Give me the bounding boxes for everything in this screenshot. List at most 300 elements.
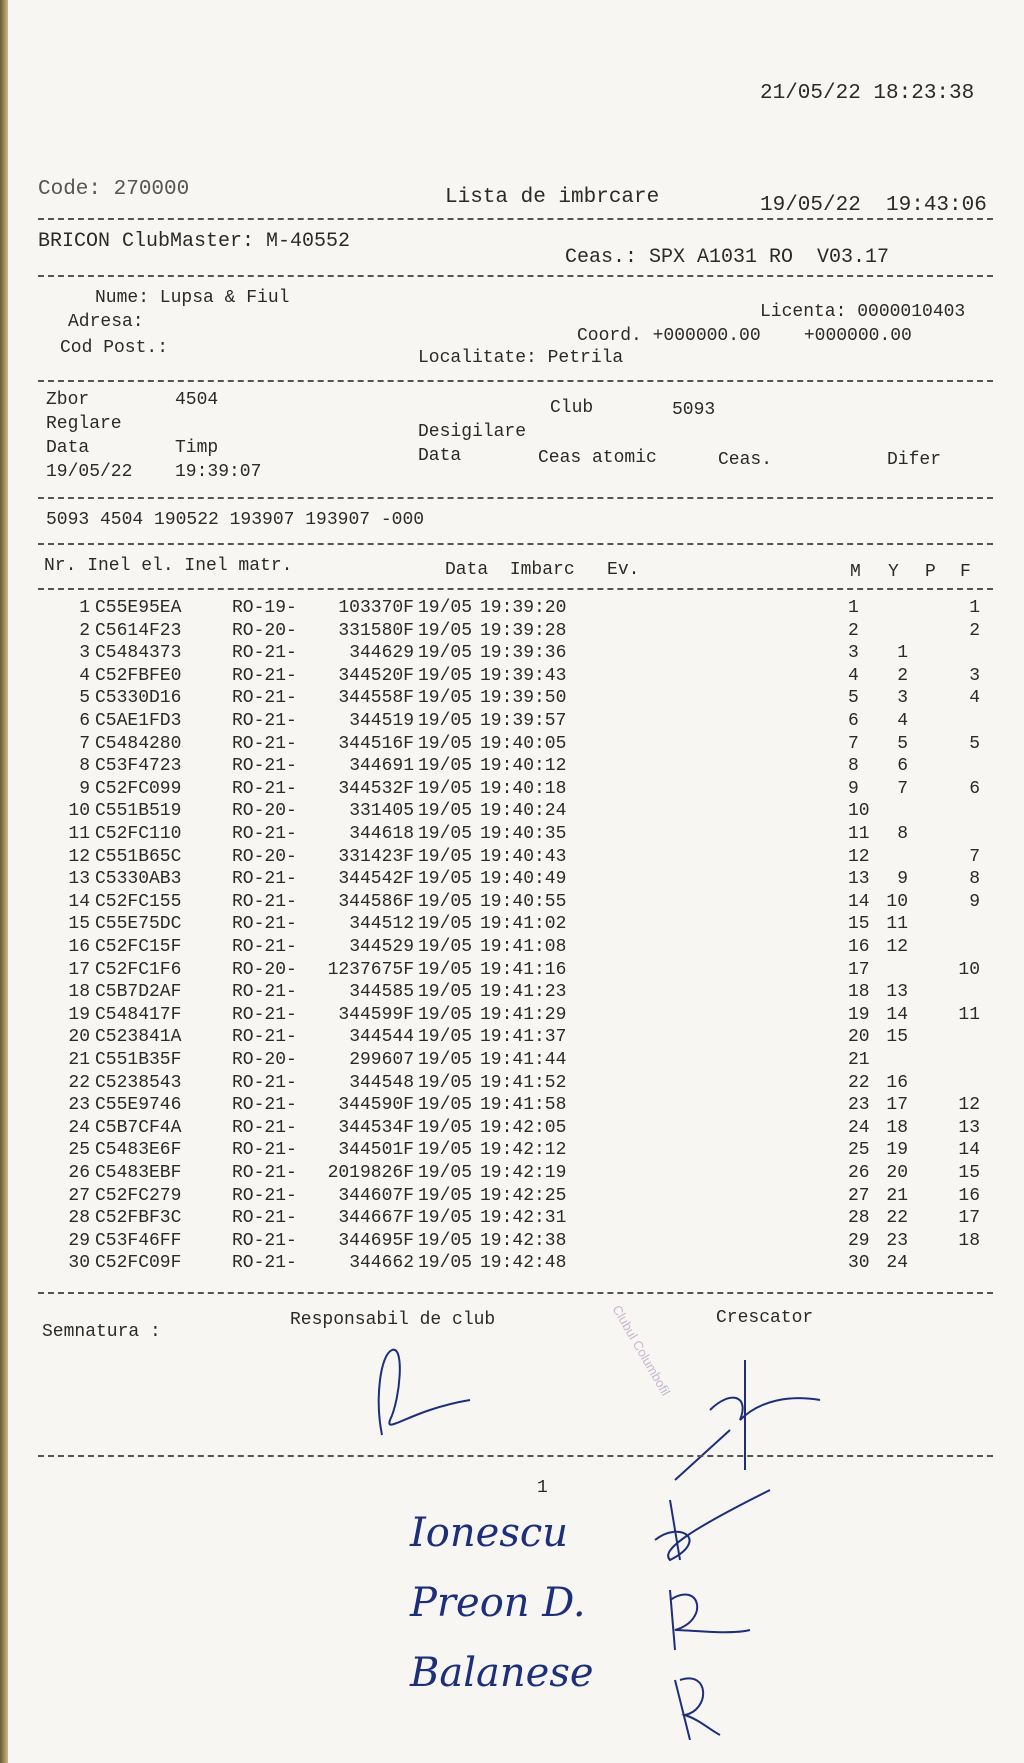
ring-prefix: RO-21- (232, 1163, 297, 1183)
divider (38, 218, 993, 220)
col-m: 14 (848, 891, 870, 912)
divider (38, 1455, 993, 1457)
des-data-label: Data (418, 446, 462, 466)
ring-number: 344599F (338, 1004, 414, 1025)
col-y: 20 (886, 1163, 908, 1183)
arrival-time: 19:40:49 (480, 869, 567, 890)
arrival-time: 19:41:16 (480, 959, 567, 980)
ring-number: 344544 (349, 1027, 414, 1048)
col-f: 8 (969, 869, 980, 890)
row-nr: 28 (68, 1208, 90, 1229)
table-row (40, 1095, 990, 1115)
ring-electronic: C52FC155 (95, 891, 182, 912)
ring-number: 331580F (338, 620, 414, 641)
arrival-date: 19/05 (418, 1140, 473, 1161)
ring-prefix: RO-21- (232, 688, 297, 709)
ring-prefix: RO-21- (232, 1027, 297, 1048)
ring-prefix: RO-21- (232, 1095, 297, 1116)
ring-electronic: C5B7CF4A (95, 1117, 182, 1138)
col-f: 11 (958, 1004, 980, 1025)
col-m: 25 (848, 1140, 870, 1161)
arrival-time: 19:39:50 (480, 688, 567, 709)
col-m: 2 (848, 620, 859, 641)
reglare-date: 19/05/22 (46, 462, 133, 482)
arrival-time: 19:40:05 (480, 733, 567, 754)
col-m: 18 (848, 982, 870, 1003)
col-f: 13 (958, 1117, 980, 1138)
document-datetime: 19/05/22 19:43:06 (760, 194, 987, 217)
arrival-date: 19/05 (418, 846, 473, 867)
club-value: 5093 (672, 400, 716, 420)
row-nr: 16 (68, 937, 90, 957)
handwritten-initials (650, 1480, 800, 1740)
ring-electronic: C52FC099 (95, 778, 182, 799)
arrival-time: 19:39:43 (480, 665, 567, 686)
ring-number: 344516F (338, 733, 414, 754)
col-m: 3 (848, 643, 859, 664)
reglare-time: 19:39:07 (175, 462, 262, 482)
row-nr: 22 (68, 1072, 90, 1093)
ring-electronic: C5484373 (95, 643, 182, 664)
ring-electronic: C52FC15F (95, 937, 182, 957)
table-header-mid: Data Imbarc Ev. (445, 560, 640, 580)
arrival-date: 19/05 (418, 1072, 473, 1093)
table-header-f: F (960, 562, 971, 582)
ring-electronic: C55E75DC (95, 914, 182, 935)
ring-prefix: RO-21- (232, 643, 297, 664)
breeder-signature (670, 1340, 830, 1490)
table-row (40, 643, 990, 663)
ring-prefix: RO-21- (232, 756, 297, 777)
ring-number: 344667F (338, 1208, 414, 1229)
col-y: 1 (897, 643, 908, 664)
table-row (40, 1073, 990, 1093)
row-nr: 7 (79, 733, 90, 754)
arrival-date: 19/05 (418, 756, 473, 777)
arrival-time: 19:40:43 (480, 846, 567, 867)
arrival-time: 19:41:02 (480, 914, 567, 935)
arrival-time: 19:40:24 (480, 801, 567, 822)
table-row (40, 960, 990, 980)
table-row (40, 937, 990, 957)
owner-coord: Coord. +000000.00 +000000.00 (577, 326, 912, 346)
table-row (40, 1027, 990, 1047)
col-m: 19 (848, 1004, 870, 1025)
ring-number: 331423F (338, 846, 414, 867)
col-m: 9 (848, 778, 859, 799)
row-nr: 1 (79, 598, 90, 618)
col-y: 24 (886, 1253, 908, 1274)
arrival-date: 19/05 (418, 1004, 473, 1025)
row-nr: 26 (68, 1163, 90, 1183)
arrival-date: 19/05 (418, 1050, 473, 1070)
ring-prefix: RO-21- (232, 1117, 297, 1138)
arrival-time: 19:42:25 (480, 1185, 567, 1206)
row-nr: 10 (68, 801, 90, 822)
col-y: 9 (897, 869, 908, 890)
ring-number: 344520F (338, 665, 414, 686)
ring-number: 344558F (338, 688, 414, 709)
ring-number: 344590F (338, 1095, 414, 1116)
arrival-time: 19:40:35 (480, 824, 567, 844)
row-nr: 5 (79, 688, 90, 709)
col-m: 29 (848, 1230, 870, 1251)
row-nr: 9 (79, 778, 90, 799)
ring-number: 344662 (349, 1253, 414, 1274)
col-m: 22 (848, 1072, 870, 1093)
row-nr: 25 (68, 1140, 90, 1161)
table-row (40, 711, 990, 731)
table-row (40, 1163, 990, 1183)
col-y: 2 (897, 665, 908, 686)
divider (38, 275, 993, 277)
row-nr: 11 (68, 824, 90, 844)
row-nr: 3 (79, 643, 90, 664)
ring-prefix: RO-21- (232, 869, 297, 890)
arrival-date: 19/05 (418, 1208, 473, 1229)
ring-electronic: C52FC110 (95, 824, 182, 844)
arrival-time: 19:41:58 (480, 1095, 567, 1116)
table-row (40, 779, 990, 799)
col-y: 23 (886, 1230, 908, 1251)
col-m: 10 (848, 801, 870, 822)
arrival-time: 19:42:38 (480, 1230, 567, 1251)
paper-edge (0, 0, 8, 1763)
ring-prefix: RO-21- (232, 1140, 297, 1161)
col-y: 4 (897, 711, 908, 731)
ring-number: 344629 (349, 643, 414, 664)
ring-prefix: RO-21- (232, 982, 297, 1003)
col-y: 19 (886, 1140, 908, 1161)
document-title: Lista de imbrcare (445, 186, 660, 209)
divider (38, 380, 993, 382)
arrival-date: 19/05 (418, 801, 473, 822)
col-y: 18 (886, 1117, 908, 1138)
divider (38, 497, 993, 499)
divider (38, 543, 993, 545)
col-f: 4 (969, 688, 980, 709)
page-number: 1 (537, 1478, 548, 1498)
ring-electronic: C523841A (95, 1027, 182, 1048)
club-label: Club (550, 398, 594, 418)
owner-name: Nume: Lupsa & Fiul (95, 288, 290, 308)
row-nr: 21 (68, 1050, 90, 1070)
zbor-value: 4504 (175, 390, 219, 410)
clubmaster: BRICON ClubMaster: M-40552 (38, 230, 351, 253)
col-m: 13 (848, 869, 870, 890)
col-f: 16 (958, 1185, 980, 1206)
ring-electronic: C5484280 (95, 733, 182, 754)
arrival-time: 19:39:57 (480, 711, 567, 731)
arrival-time: 19:42:31 (480, 1208, 567, 1229)
ring-prefix: RO-21- (232, 824, 297, 844)
arrival-time: 19:40:12 (480, 756, 567, 777)
ring-number: 344501F (338, 1140, 414, 1161)
table-row (40, 914, 990, 934)
handwritten-name-1: Ionescu (410, 1510, 569, 1556)
table-row (40, 756, 990, 776)
owner-license: Licenta: 0000010403 (760, 302, 966, 322)
col-f: 18 (958, 1230, 980, 1251)
signature-label: Semnatura : (42, 1322, 161, 1342)
ring-prefix: RO-21- (232, 1072, 297, 1093)
row-nr: 4 (79, 665, 90, 686)
table-row (40, 621, 990, 641)
ring-prefix: RO-21- (232, 711, 297, 731)
arrival-date: 19/05 (418, 937, 473, 957)
ring-number: 344519 (349, 711, 414, 731)
row-nr: 19 (68, 1004, 90, 1025)
col-m: 5 (848, 688, 859, 709)
ring-electronic: C5330D16 (95, 688, 182, 709)
ring-prefix: RO-20- (232, 801, 297, 822)
arrival-date: 19/05 (418, 1117, 473, 1138)
arrival-date: 19/05 (418, 688, 473, 709)
table-header-m: M (850, 562, 861, 582)
ring-electronic: C548417F (95, 1004, 182, 1025)
col-f: 14 (958, 1140, 980, 1161)
owner-address: Adresa: (68, 312, 144, 332)
arrival-time: 19:41:37 (480, 1027, 567, 1048)
arrival-date: 19/05 (418, 1230, 473, 1251)
col-f: 3 (969, 665, 980, 686)
difer-label: Difer (887, 450, 942, 470)
ring-number: 344529 (349, 937, 414, 957)
code: Code: 270000 (38, 178, 190, 201)
col-m: 4 (848, 665, 859, 686)
ring-number: 344618 (349, 824, 414, 844)
table-row (40, 1231, 990, 1251)
row-nr: 17 (68, 959, 90, 980)
col-y: 10 (886, 891, 908, 912)
col-f: 15 (958, 1163, 980, 1183)
arrival-date: 19/05 (418, 733, 473, 754)
divider (38, 1292, 993, 1294)
ring-prefix: RO-21- (232, 733, 297, 754)
arrival-time: 19:41:08 (480, 937, 567, 957)
col-y: 3 (897, 688, 908, 709)
owner-postcode: Cod Post.: (60, 338, 169, 358)
col-f: 6 (969, 778, 980, 799)
col-y: 8 (897, 824, 908, 844)
row-nr: 14 (68, 891, 90, 912)
col-m: 8 (848, 756, 859, 777)
col-y: 6 (897, 756, 908, 777)
row-nr: 15 (68, 914, 90, 935)
ring-prefix: RO-21- (232, 665, 297, 686)
ring-electronic: C53F4723 (95, 756, 182, 777)
row-nr: 27 (68, 1185, 90, 1206)
row-nr: 23 (68, 1095, 90, 1116)
col-m: 26 (848, 1163, 870, 1183)
ring-electronic: C551B65C (95, 846, 182, 867)
ring-number: 299607 (349, 1050, 414, 1070)
row-nr: 20 (68, 1027, 90, 1048)
arrival-time: 19:40:18 (480, 778, 567, 799)
ring-prefix: RO-21- (232, 1185, 297, 1206)
table-row (40, 892, 990, 912)
club-responsible-label: Responsabil de club (290, 1310, 496, 1330)
divider (38, 588, 993, 590)
ring-prefix: RO-21- (232, 1230, 297, 1251)
ring-prefix: RO-20- (232, 1050, 297, 1070)
col-f: 17 (958, 1208, 980, 1229)
arrival-time: 19:42:48 (480, 1253, 567, 1274)
timp-label: Timp (175, 438, 219, 458)
ring-number: 344542F (338, 869, 414, 890)
arrival-time: 19:39:20 (480, 598, 567, 618)
ring-electronic: C5614F23 (95, 620, 182, 641)
col-f: 9 (969, 891, 980, 912)
ring-prefix: RO-20- (232, 620, 297, 641)
ring-number: 344607F (338, 1185, 414, 1206)
ring-prefix: RO-21- (232, 1253, 297, 1274)
arrival-time: 19:39:28 (480, 620, 567, 641)
table-row (40, 1118, 990, 1138)
ring-electronic: C5483E6F (95, 1140, 182, 1161)
table-header-left: Nr. Inel el. Inel matr. (44, 556, 293, 576)
col-m: 27 (848, 1185, 870, 1206)
ring-electronic: C53F46FF (95, 1230, 182, 1251)
col-m: 15 (848, 914, 870, 935)
col-m: 24 (848, 1117, 870, 1138)
table-row (40, 1140, 990, 1160)
col-y: 12 (886, 937, 908, 957)
zbor-label: Zbor (46, 390, 90, 410)
arrival-date: 19/05 (418, 1163, 473, 1183)
ring-prefix: RO-21- (232, 891, 297, 912)
col-y: 5 (897, 733, 908, 754)
col-y: 11 (886, 914, 908, 935)
table-row (40, 1253, 990, 1273)
arrival-date: 19/05 (418, 1095, 473, 1116)
row-nr: 18 (68, 982, 90, 1003)
code-line: 5093 4504 190522 193907 193907 -000 (46, 510, 425, 530)
table-row (40, 982, 990, 1002)
breeder-label: Crescator (716, 1308, 814, 1328)
ring-prefix: RO-19- (232, 598, 297, 618)
row-nr: 13 (68, 869, 90, 890)
ring-electronic: C52FC09F (95, 1253, 182, 1274)
ring-number: 2019826F (327, 1163, 414, 1183)
col-m: 21 (848, 1050, 870, 1070)
row-nr: 12 (68, 846, 90, 867)
ring-prefix: RO-20- (232, 959, 297, 980)
col-m: 7 (848, 733, 859, 754)
ring-number: 344548 (349, 1072, 414, 1093)
arrival-date: 19/05 (418, 982, 473, 1003)
ring-electronic: C52FC279 (95, 1185, 182, 1206)
ring-number: 344695F (338, 1230, 414, 1251)
arrival-time: 19:42:12 (480, 1140, 567, 1161)
row-nr: 8 (79, 756, 90, 777)
table-row (40, 869, 990, 889)
col-m: 11 (848, 824, 870, 844)
ring-electronic: C5B7D2AF (95, 982, 182, 1003)
ring-number: 331405 (349, 801, 414, 822)
row-nr: 24 (68, 1117, 90, 1138)
col-m: 23 (848, 1095, 870, 1116)
table-row (40, 1050, 990, 1070)
arrival-date: 19/05 (418, 959, 473, 980)
ring-number: 344512 (349, 914, 414, 935)
col-m: 17 (848, 959, 870, 980)
ceas-label: Ceas. (718, 450, 773, 470)
table-row (40, 1186, 990, 1206)
table-row (40, 598, 990, 618)
col-y: 17 (886, 1095, 908, 1116)
owner-locality: Localitate: Petrila (418, 348, 624, 368)
arrival-date: 19/05 (418, 869, 473, 890)
handwritten-name-3: Balanese (410, 1650, 594, 1696)
desigilare-label: Desigilare (418, 422, 527, 442)
arrival-time: 19:42:05 (480, 1117, 567, 1138)
ring-number: 344532F (338, 778, 414, 799)
table-row (40, 1005, 990, 1025)
arrival-date: 19/05 (418, 824, 473, 844)
arrival-date: 19/05 (418, 778, 473, 799)
col-m: 30 (848, 1253, 870, 1274)
col-m: 20 (848, 1027, 870, 1048)
clock-info: Ceas.: SPX A1031 RO V03.17 (565, 246, 890, 269)
ring-electronic: C551B35F (95, 1050, 182, 1070)
table-row (40, 688, 990, 708)
arrival-time: 19:41:29 (480, 1004, 567, 1025)
ring-electronic: C52FBFE0 (95, 665, 182, 686)
reglare-label: Reglare (46, 414, 122, 434)
ring-prefix: RO-21- (232, 1004, 297, 1025)
ring-prefix: RO-20- (232, 846, 297, 867)
col-y: 22 (886, 1208, 908, 1229)
ring-electronic: C55E9746 (95, 1095, 182, 1116)
ring-number: 103370F (338, 598, 414, 618)
arrival-date: 19/05 (418, 891, 473, 912)
arrival-time: 19:42:19 (480, 1163, 567, 1183)
ring-number: 1237675F (327, 959, 414, 980)
ring-number: 344534F (338, 1117, 414, 1138)
arrival-date: 19/05 (418, 914, 473, 935)
arrival-date: 19/05 (418, 711, 473, 731)
arrival-date: 19/05 (418, 598, 473, 618)
col-f: 5 (969, 733, 980, 754)
ring-prefix: RO-21- (232, 914, 297, 935)
ring-electronic: C5AE1FD3 (95, 711, 182, 731)
print-stamp: 21/05/22 18:23:38 (760, 82, 975, 105)
row-nr: 30 (68, 1253, 90, 1274)
arrival-date: 19/05 (418, 620, 473, 641)
col-m: 6 (848, 711, 859, 731)
table-row (40, 734, 990, 754)
col-f: 1 (969, 598, 980, 618)
table-row (40, 847, 990, 867)
ring-prefix: RO-21- (232, 937, 297, 957)
arrival-time: 19:41:23 (480, 982, 567, 1003)
arrival-date: 19/05 (418, 1185, 473, 1206)
club-stamp: Clubul Columbofil (609, 1302, 674, 1399)
arrival-time: 19:41:52 (480, 1072, 567, 1093)
ring-prefix: RO-21- (232, 1208, 297, 1229)
row-nr: 6 (79, 711, 90, 731)
club-signature (370, 1340, 480, 1450)
table-row (40, 666, 990, 686)
col-m: 28 (848, 1208, 870, 1229)
col-f: 7 (969, 846, 980, 867)
table-header-y: Y (888, 562, 899, 582)
table-row (40, 801, 990, 821)
arrival-date: 19/05 (418, 1027, 473, 1048)
handwritten-name-2: Preon D. (410, 1580, 586, 1626)
col-y: 16 (886, 1072, 908, 1093)
